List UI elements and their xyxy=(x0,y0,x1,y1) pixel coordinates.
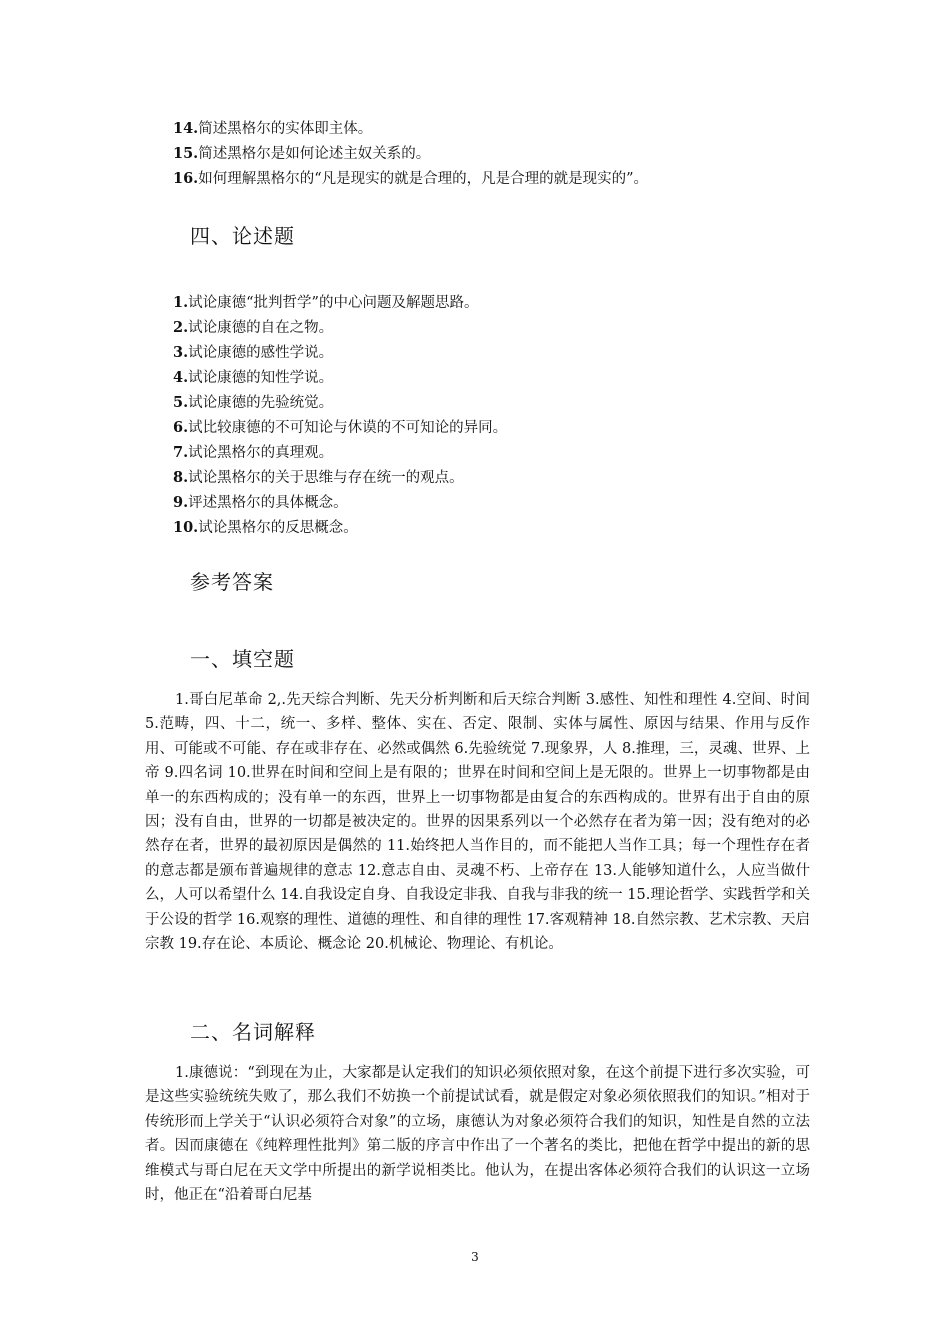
section-heading-fill-blank: 一、填空题 xyxy=(190,647,295,671)
list-item: 14.简述黑格尔的实体即主体。 xyxy=(173,120,373,137)
list-item: 7.试论黑格尔的真理观。 xyxy=(173,444,334,461)
fill-blank-answers: 1.哥白尼革命 2,.先天综合判断、先天分析判断和后天综合判断 3.感性、知性和理性 4.空间、时间 5.范畴，四、十二，统一、多样、整体、实在、否定、限制、实体与属性、原因与结果、作用与反作用、可能或不可能、存在或非存在、必然或偶然 6.先验统觉 7.现象界，人 8.推理，三，灵魂、世界、上帝 9.四名词 10.世界在时间和空间上是有限的；世界在时间和空间上是无限的。世界上一切事物都是由单一的东西构成的；没有单一的东西，世界上一切事物都是由复合的东西构成的。世界有出于自由的原因；没有自由，世界的一切都是被决定的。世界的因果系列以一个必然存在者为第一因；没有绝对的必然存在者，世界的最初原因是偶然的 11.始终把人当作目的，而不能把人当作工具；每一个理性存在者的意志都是颁布普遍规律的意志 12.意志自由、灵魂不朽、上帝存在 13.人能够知道什么，人应当做什么，人可以希望什么 14.自我设定自身、自我设定非我、自我与非我的统一 15.理论哲学、实践哲学和关于公设的哲学 16.观察的理性、道德的理性、和自律的理性 17.客观精神 18.自然宗教、艺术宗教、天启宗教 19.存在论、本质论、概念论 20.机械论、物理论、有机论。 xyxy=(145,692,810,953)
term-answer-paragraph: 1.康德说：“到现在为止，大家都是认定我们的知识必须依照对象，在这个前提下进行多次实验，可是这些实验统统失败了，那么我们不妨换一个前提试试看，就是假定对象必须依照我们的知识。”相对于传统形而上学关于“认识必须符合对象”的立场，康德认为对象必须符合我们的知识，知性是自然的立法者。因而康德在《纯粹理性批判》第二版的序言中作出了一个著名的类比，把他在哲学中提出的新的思维模式与哥白尼在天文学中所提出的新学说相类比。他认为，在提出客体必须符合我们的认识这一立场时，他正在“沿着哥白尼基 xyxy=(145,1065,810,1204)
list-item: 3.试论康德的感性学说。 xyxy=(173,344,334,361)
list-item: 1.试论康德“批判哲学”的中心问题及解题思路。 xyxy=(173,294,479,311)
list-item: 2.试论康德的自在之物。 xyxy=(173,319,334,336)
list-item: 16.如何理解黑格尔的“凡是现实的就是合理的，凡是合理的就是现实的”。 xyxy=(173,170,649,187)
page-number: 3 xyxy=(471,1250,479,1264)
list-item: 9.评述黑格尔的具体概念。 xyxy=(173,494,348,511)
list-item: 10.试论黑格尔的反思概念。 xyxy=(173,519,358,536)
list-item: 15.简述黑格尔是如何论述主奴关系的。 xyxy=(173,145,431,162)
section-heading-essay: 四、论述题 xyxy=(190,224,295,248)
reference-answers-heading: 参考答案 xyxy=(190,570,274,594)
essay-question-list xyxy=(173,290,507,540)
list-item: 6.试比较康德的不可知论与休谟的不可知论的异同。 xyxy=(173,419,508,436)
section-heading-terms: 二、名词解释 xyxy=(190,1020,316,1044)
short-answer-list xyxy=(173,116,648,191)
list-item: 8.试论黑格尔的关于思维与存在统一的观点。 xyxy=(173,469,464,486)
list-item: 5.试论康德的先验统觉。 xyxy=(173,394,334,411)
list-item: 4.试论康德的知性学说。 xyxy=(173,369,334,386)
